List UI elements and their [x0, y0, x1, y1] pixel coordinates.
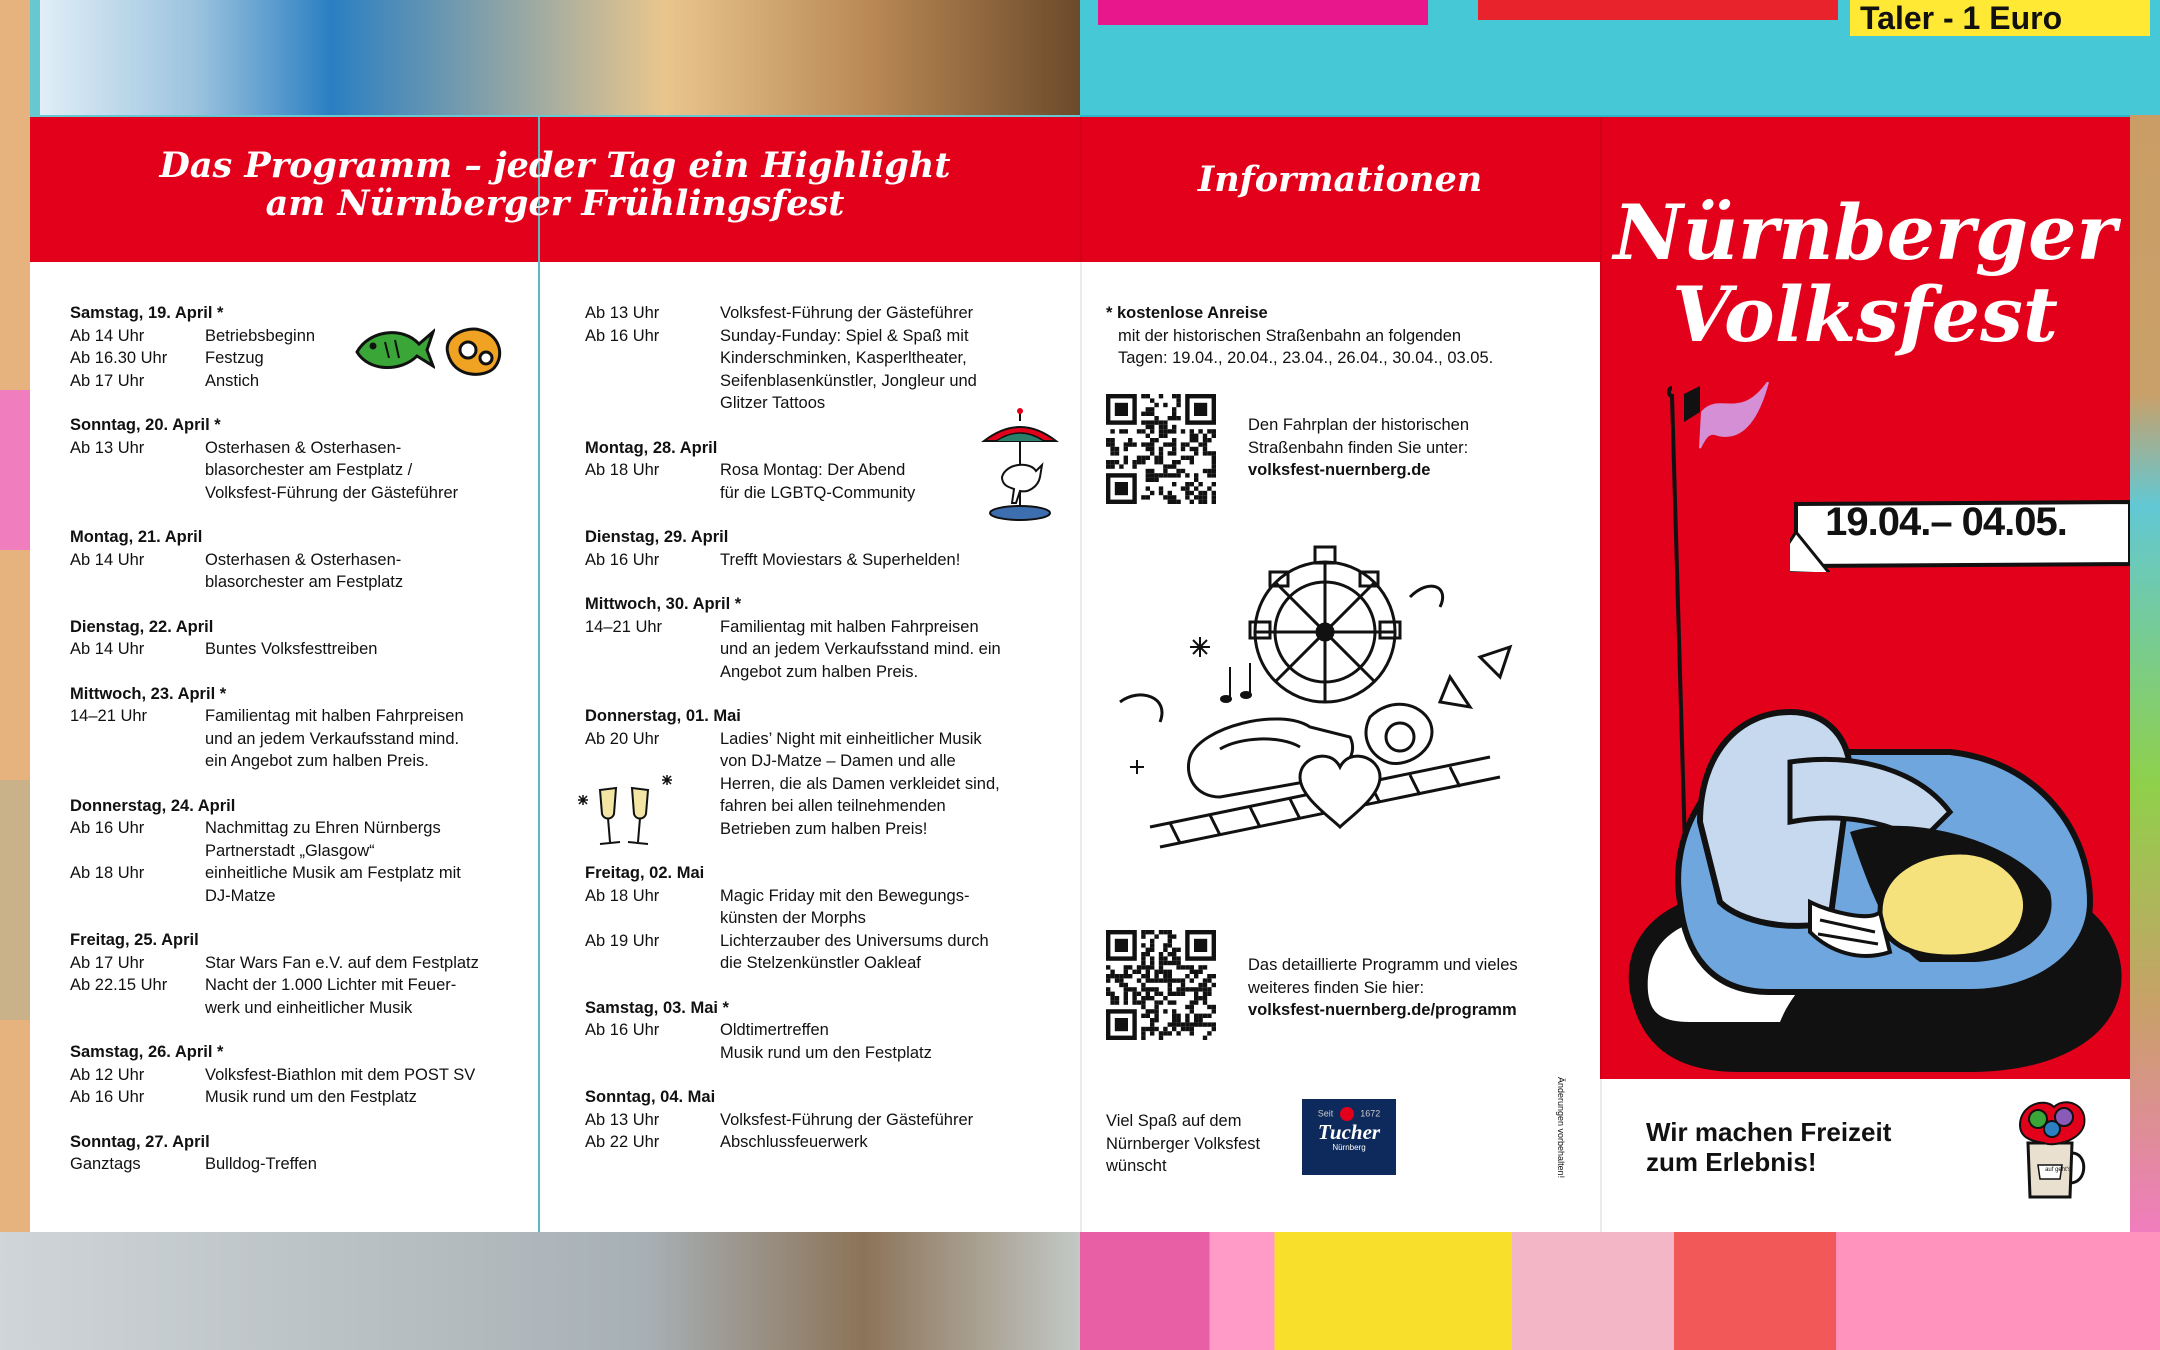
fold-line-2: [1080, 117, 1082, 1232]
program-day: [70, 1131, 530, 1176]
program-row: [585, 1019, 1065, 1064]
program-row: [70, 549, 530, 594]
background-pink-tag: [1098, 0, 1428, 25]
program-row: [585, 549, 1065, 572]
program-time: Ab 16 Uhr: [70, 819, 145, 837]
program-row: [585, 885, 1065, 930]
program-time: Ab 14 Uhr: [70, 326, 145, 345]
carousel-horse-icon: [980, 407, 1060, 523]
background-red-tag: [1478, 0, 1838, 20]
program-day-heading: Donnerstag, 01. Mai: [585, 707, 741, 725]
program-row: [70, 1064, 530, 1087]
program-day: [585, 593, 1065, 683]
program-row: [70, 638, 530, 661]
cover-title: [1600, 188, 2130, 359]
program-event: Festzug: [205, 349, 264, 367]
program-event: Oldtimertreffen Musik rund um den Festplatz: [720, 1021, 932, 1062]
program-time: Ab 18 Uhr: [585, 886, 660, 905]
program-row: [70, 862, 530, 907]
program-event: Magic Friday mit den Bewegungs- künsten der Morphs: [720, 886, 970, 927]
program-day-heading: Mittwoch, 23. April *: [70, 684, 227, 703]
tucher-logo-text: Tucher: [1317, 1120, 1381, 1144]
program-event: Familientag mit halben Fahrpreisen und an jedem Verkaufsstand mind. ein Angebot zum halben Preis.: [205, 707, 464, 770]
program-day-heading: Dienstag, 22. April: [70, 617, 214, 636]
program-day: [585, 526, 1065, 571]
program-title-line-1: Das Programm – jeder Tag ein Highlight: [159, 145, 951, 186]
program-event: Anstich: [205, 371, 260, 390]
program-event: Betriebsbeginn: [205, 326, 316, 345]
background-left-cookies: [0, 780, 30, 1020]
program-time: Ab 16 Uhr: [585, 550, 660, 569]
program-time: Ab 19 Uhr: [585, 931, 660, 950]
program-event: Nachmittag zu Ehren Nürnbergs Partnerstadt „Glasgow“: [205, 819, 441, 860]
qr2-link[interactable]: volksfest-nuernberg.de/programm: [1248, 1001, 1517, 1019]
program-event: Volksfest-Führung der Gästeführer: [720, 1110, 974, 1129]
qr1-block: [1248, 414, 1578, 482]
program-day: [70, 526, 530, 594]
program-time: Ab 22.15 Uhr: [70, 976, 168, 994]
program-day-heading: Dienstag, 29. April: [585, 528, 729, 546]
program-row: [585, 1109, 1065, 1132]
program-event: Sunday-Funday: Spiel & Spaß mit Kinderschminken, Kasperltheater, Seifenblasenkünstler, Jongleur und Glitzer Tattoos: [720, 326, 977, 412]
program-row: [70, 817, 530, 862]
program-row: [70, 974, 530, 1019]
background-bottom-left: [0, 1232, 1080, 1350]
program-day-heading: Freitag, 02. Mai: [585, 864, 705, 882]
program-day: [585, 1086, 1065, 1154]
program-day: [70, 929, 530, 1019]
program-event: Musik rund um den Festplatz: [205, 1088, 417, 1106]
tucher-logo-year: 1672: [1360, 1108, 1381, 1119]
program-day-heading: Mittwoch, 30. April *: [585, 595, 742, 613]
program-day: [70, 683, 530, 773]
program-event: Familientag mit halben Fahrpreisen und an jedem Verkaufsstand mind. ein Angebot zum halben Preis.: [720, 617, 1001, 681]
program-event: Nacht der 1.000 Lichter mit Feuer- werk und einheitlicher Musik: [205, 976, 457, 1017]
program-day: [70, 616, 530, 661]
program-row: [70, 1153, 530, 1176]
program-row: [585, 1131, 1065, 1154]
program-event: Trefft Moviestars & Superhelden!: [720, 550, 961, 569]
program-row: [585, 302, 1065, 325]
program-row: [70, 437, 530, 505]
background-bottom-right: [1080, 1232, 2160, 1350]
qr2-text: Das detaillierte Programm und vieles weiteres finden Sie hier:: [1248, 956, 1518, 997]
program-time: Ab 22 Uhr: [585, 1133, 660, 1151]
background-right-strip: [2130, 115, 2160, 1232]
program-time: Ab 13 Uhr: [585, 1110, 660, 1129]
program-event: Rosa Montag: Der Abend für die LGBTQ-Community: [720, 461, 916, 502]
program-event: Buntes Volksfesttreiben: [205, 640, 378, 658]
program-time: Ab 18 Uhr: [585, 461, 660, 479]
tucher-logo-seit: Seit: [1317, 1108, 1334, 1119]
program-row: [70, 952, 530, 975]
program-time: 14–21 Uhr: [70, 707, 148, 725]
program-event: Star Wars Fan e.V. auf dem Festplatz: [205, 953, 479, 972]
program-time: Ab 18 Uhr: [70, 864, 145, 882]
qr1-text: Den Fahrplan der historischen Straßenbahn finden Sie unter:: [1248, 416, 1470, 457]
program-event: Volksfest-Biathlon mit dem POST SV: [205, 1065, 476, 1084]
program-panel-2: [540, 117, 1080, 1232]
program-title: [30, 147, 1080, 223]
program-day: [70, 795, 530, 908]
background-top-left: [40, 0, 1080, 115]
program-day-heading: Sonntag, 27. April: [70, 1132, 210, 1151]
program-event: Ladies’ Night mit einheitlicher Musik von DJ-Matze – Damen und alle Herren, die als Damen verkleidet sind, fahren bei allen teilnehmenden Betrieben zum halben Preis!: [720, 729, 1000, 838]
qr-code-programm[interactable]: [1106, 930, 1216, 1040]
tucher-logo-city: Nürnberg: [1332, 1143, 1366, 1152]
program-event: Abschlussfeuerwerk: [720, 1133, 868, 1151]
cover-title-line-2: Volksfest: [1672, 270, 2058, 359]
program-day: [70, 1041, 530, 1109]
program-row: [585, 930, 1065, 975]
disclaimer: Änderungen vorbehalten!: [1556, 1077, 1566, 1179]
program-day-heading: Sonntag, 20. April *: [70, 416, 221, 434]
program-row: [585, 325, 1065, 415]
pretzel-icon: [440, 324, 506, 380]
program-day-heading: Samstag, 26. April *: [70, 1043, 224, 1061]
champagne-glasses-icon: [570, 770, 680, 850]
program-event: einheitliche Musik am Festplatz mit DJ-Matze: [205, 864, 461, 905]
program-time: Ab 17 Uhr: [70, 371, 145, 390]
slogan: Wir machen Freizeit zum Erlebnis!: [1646, 1117, 1892, 1177]
qr1-link[interactable]: volksfest-nuernberg.de: [1248, 461, 1431, 479]
beer-mug-mascot-icon: [2014, 1095, 2094, 1205]
program-time: 14–21 Uhr: [585, 617, 663, 636]
program-row: [70, 705, 530, 773]
beer-mug-text: auf geht's: [2045, 1167, 2071, 1173]
program-day-heading: Samstag, 03. Mai *: [585, 998, 729, 1017]
program-time: Ganztags: [70, 1155, 141, 1173]
brochure: [30, 117, 2130, 1232]
fold-line-3: [1600, 117, 1602, 1232]
program-time: Ab 14 Uhr: [70, 640, 145, 658]
program-day-heading: Montag, 21. April: [70, 528, 203, 546]
program-list-1: [70, 302, 530, 1198]
program-day-heading: Samstag, 19. April *: [70, 304, 224, 322]
info-title: Informationen: [1197, 159, 1483, 200]
qr-code-fahrplan[interactable]: [1106, 394, 1216, 504]
program-day-heading: Donnerstag, 24. April: [70, 796, 236, 815]
program-event: Volksfest-Führung der Gästeführer: [720, 304, 974, 322]
anreise-heading: * kostenlose Anreise: [1106, 304, 1268, 322]
program-row: [585, 616, 1065, 684]
fish-icon: [353, 322, 435, 374]
program-time: Ab 12 Uhr: [70, 1065, 145, 1084]
program-day: [585, 997, 1065, 1065]
festival-dates: 19.04.– 04.05.: [1825, 500, 2067, 544]
fairground-illustration: [1110, 527, 1550, 857]
bumper-car-illustration: [1620, 692, 2130, 1087]
program-time: Ab 16 Uhr: [585, 326, 660, 345]
cover-title-line-1: Nürnberger: [1613, 188, 2117, 277]
program-title-line-2: am Nürnberger Frühlingsfest: [265, 183, 845, 224]
program-day-heading: Montag, 28. April: [585, 438, 718, 457]
program-event: Osterhasen & Osterhasen- blasorchester am Festplatz / Volksfest-Führung der Gästeführer: [205, 438, 459, 502]
program-time: Ab 16 Uhr: [70, 1088, 145, 1106]
fold-line-1: [538, 117, 540, 1232]
program-day-heading: Freitag, 25. April: [70, 931, 199, 949]
background-left-pink: [0, 390, 30, 550]
qr2-block: [1248, 954, 1578, 1022]
program-time: Ab 13 Uhr: [585, 304, 660, 322]
program-day: [70, 414, 530, 504]
program-time: Ab 20 Uhr: [585, 729, 660, 748]
program-event: Osterhasen & Osterhasen- blasorchester am Festplatz: [205, 550, 404, 591]
program-time: Ab 14 Uhr: [70, 550, 145, 569]
anreise-text: mit der historischen Straßenbahn an folgenden Tagen: 19.04., 20.04., 23.04., 26.04., 30.04., 03.05.: [1118, 326, 1494, 367]
anreise-block: [1106, 302, 1576, 370]
program-time: Ab 16 Uhr: [585, 1021, 660, 1039]
program-time: Ab 16.30 Uhr: [70, 349, 168, 367]
program-day: [585, 862, 1065, 975]
program-day-heading: Sonntag, 04. Mai: [585, 1088, 716, 1106]
info-panel: [1080, 117, 1600, 1232]
program-event: Lichterzauber des Universums durch die Stelzenkünstler Oakleaf: [720, 931, 989, 972]
cover-panel: [1600, 117, 2130, 1232]
program-day: [585, 302, 1065, 415]
program-row: [70, 1086, 530, 1109]
tucher-logo: [1302, 1099, 1396, 1175]
program-time: Ab 17 Uhr: [70, 953, 145, 972]
program-event: Bulldog-Treffen: [205, 1155, 317, 1173]
sponsor-text: Viel Spaß auf dem Nürnberger Volksfest wünscht: [1106, 1112, 1261, 1175]
program-time: Ab 13 Uhr: [70, 438, 145, 457]
program-panel-1: [30, 117, 538, 1232]
background-tag-text: Taler - 1 Euro: [1860, 0, 2063, 36]
